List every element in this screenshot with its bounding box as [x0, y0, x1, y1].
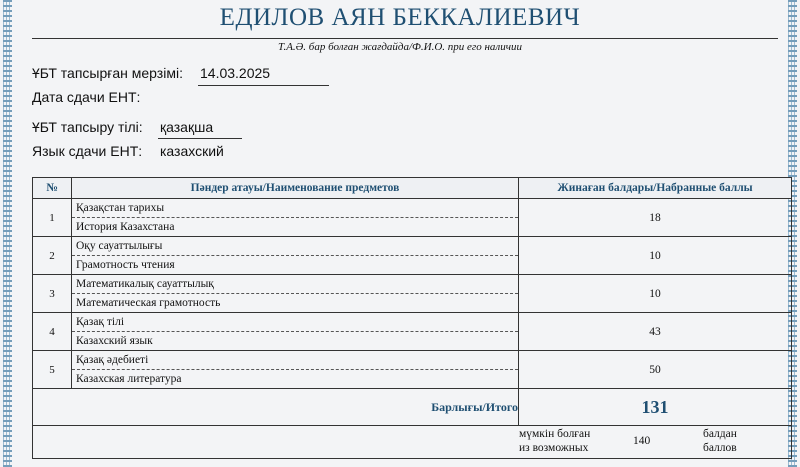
row-num: 1: [33, 199, 72, 237]
row-subject: [72, 237, 519, 275]
possible-suffix-kz: балдан: [703, 428, 737, 440]
subject-kz: Оқу сауаттылығы: [72, 237, 518, 256]
name-underline: [32, 38, 778, 39]
table-row: [33, 313, 792, 351]
table-row: [33, 199, 792, 237]
exam-date-underline: [198, 85, 329, 86]
exam-date-label-kz: ҰБТ тапсырған мерзімі:: [32, 65, 183, 81]
row-num: 3: [33, 275, 72, 313]
full-name: ЕДИЛОВ АЯН БЕККАЛИЕВИЧ: [219, 4, 581, 31]
row-subject: [72, 199, 519, 237]
total-row: [33, 389, 792, 426]
row-score: 43: [519, 313, 792, 351]
possible-suffix-ru: баллов: [703, 442, 737, 454]
row-score: 18: [519, 199, 792, 237]
row-subject: [72, 351, 519, 389]
scores-table: [32, 177, 792, 459]
decorative-border-left: [3, 0, 12, 467]
subject-kz: Математикалық сауаттылық: [72, 275, 518, 294]
table-row: [33, 237, 792, 275]
row-score: 50: [519, 351, 792, 389]
subject-ru: Казахская литература: [76, 373, 182, 385]
possible-cell: [33, 426, 792, 459]
exam-language-label-kz: ҰБТ тапсыру тілі:: [32, 119, 143, 135]
certificate-sheet: [22, 0, 778, 467]
exam-language-value-kz: қазақша: [160, 119, 214, 135]
exam-language-value-ru: казахский: [160, 143, 224, 159]
total-label: Барлығы/Итого: [33, 389, 519, 426]
subject-kz: Қазақ тілі: [72, 313, 518, 332]
exam-date-label-ru: Дата сдачи ЕНТ:: [32, 89, 141, 105]
row-num: 2: [33, 237, 72, 275]
subject-ru: История Казахстана: [76, 221, 175, 233]
possible-value: 140: [633, 435, 651, 447]
subject-ru: Грамотность чтения: [76, 259, 175, 271]
row-score: 10: [519, 275, 792, 313]
name-caption: Т.А.Ә. бар болған жағдайда/Ф.И.О. при его наличии: [278, 41, 522, 53]
exam-date-value: 14.03.2025: [200, 65, 271, 81]
row-subject: [72, 313, 519, 351]
table-row: [33, 275, 792, 313]
exam-language-underline: [158, 138, 242, 139]
col-header-num: №: [33, 178, 72, 199]
exam-language-label-ru: Язык сдачи ЕНТ:: [32, 143, 143, 159]
col-header-score: Жинаған балдары/Набранные баллы: [519, 178, 792, 199]
row-num: 5: [33, 351, 72, 389]
table-header-row: [33, 178, 792, 199]
table-row: [33, 351, 792, 389]
row-score: 10: [519, 237, 792, 275]
row-subject: [72, 275, 519, 313]
row-num: 4: [33, 313, 72, 351]
subject-ru: Математическая грамотность: [76, 297, 221, 309]
subject-ru: Казахский язык: [76, 335, 153, 347]
possible-prefix-ru: из возможных: [519, 442, 589, 454]
total-value: 131: [519, 389, 792, 426]
subject-kz: Қазақстан тарихы: [72, 199, 518, 218]
possible-row: [33, 426, 792, 459]
subject-kz: Қазақ әдебиеті: [72, 351, 518, 370]
col-header-subject: Пәндер атауы/Наименование предметов: [72, 178, 519, 199]
possible-prefix-kz: мүмкін болған: [519, 428, 591, 440]
